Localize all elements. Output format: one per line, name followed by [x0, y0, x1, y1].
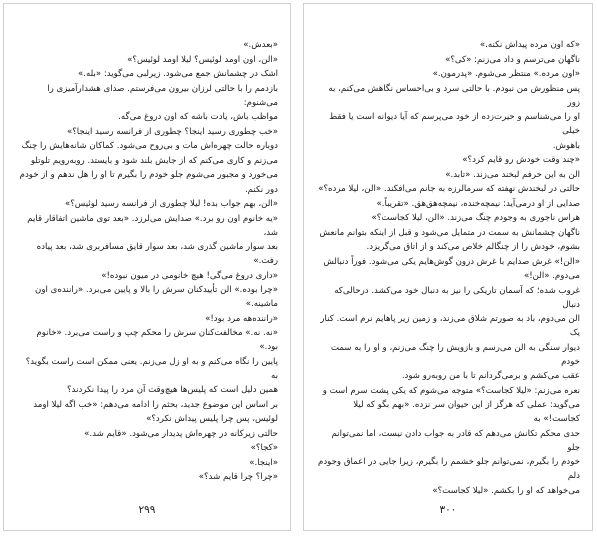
text-line: می‌زنم و کاری می‌کنم که از جایش بلند شود و بایستد. روبه‌رویم تلوتلو [30, 155, 278, 166]
text-line: نعره می‌زنم: «لیلا کجاست؟» متوجه می‌شوم که یکی پشت سرم است و [322, 385, 580, 396]
text-line: «اون مرده.» منتظر می‌شوم. «پدرمون.» [432, 69, 580, 79]
text-line: ناگهان چشمانش به سمت در متمایل می‌شود و قبل از اینکه بتوانم مانعش [319, 227, 580, 238]
text-line: هراس ناجوری به وجودم چنگ می‌زند. «الن، لیلا کجاست؟» [371, 213, 580, 223]
text-line: خودم را بگیرم، نمی‌توانم جلو خشمم را بگیرم، زیرا جایی در اعماق وجودم دلم [318, 457, 580, 481]
text-line: بازدمم را با حالتی لرزان بیرون می‌فرستم. صدای هشدارآمیزی را می‌شنوم: [47, 83, 278, 108]
text-line: بشوم، خودش را از چنگالم خلاص می‌کند و از اتاق می‌گریزد. [366, 242, 580, 252]
book-page-left [3, 3, 291, 531]
text-line: او را می‌شناسم و حیرت‌زده از خود می‌پرسم که آیا دیوانه است یا فقط خیلی [329, 112, 580, 136]
text-line: «کجا؟» [250, 443, 278, 453]
text-line: پایین را نگاه می‌کنم و به او زل می‌زنم. یعنی ممکن است راست بگوید؟ به [25, 356, 278, 381]
text-line: الن به این حرفم لبخند می‌زند. «تابد.» [445, 169, 580, 180]
text-line: باهوش. [552, 140, 580, 151]
text-line: همین دلیل است که پلیس‌ها هیچ‌وقت آن مرد را پیدا نکردند؟ [67, 385, 278, 395]
text-line: «که اون مرده پیداش نکنه.» [479, 40, 580, 50]
text-line: «الن!» غرش صدایم با غرش درون گوش‌هایم یکی می‌شود. فوراً دنبالش [323, 256, 580, 267]
text-line: دوباره حالت چهره‌اش مات و بی‌روح می‌شود. کماکان شانه‌هایش را چنگ [21, 141, 278, 151]
text-line: «اینجا.» [249, 457, 278, 468]
text-line: بعد سوار ماشین گذری شد، بعد سوار قایق مسافربری شد، بعد پیاده رفت.» [36, 242, 278, 266]
text-line: حالتی زیرکانه در چهره‌اش پدیدار می‌شود. «قایم شد.» [84, 428, 278, 439]
text-line: الن می‌دوم، باد به صورتم شلاق می‌زند، و زمین زیر پاهایم نرم است. کنار یک [320, 314, 580, 338]
text-line: می‌خواهد که او را بکشم. «لیلا کجاست؟» [432, 485, 580, 496]
text-line: «چرا؟ چرا قایم شد؟» [198, 472, 278, 482]
page-number: ۲۹۹ [138, 504, 156, 516]
text-line: صدایی از او درمی‌آید: نیمچه‌خنده، نیمچه‌هق‌هق. «تقریباً.» [376, 198, 580, 209]
text-line: غروب شده؛ که آسمان تاریکی را نیز به دنبال خود می‌کشد. درحالی‌که دنبال [334, 285, 580, 310]
page-text-left [18, 38, 278, 485]
text-line: دور نکنم. [244, 184, 278, 195]
text-line: «بعدش.» [243, 40, 278, 50]
text-line: «خب چطوری رسید اینجا؟ چطوری از فرانسه رسید اینجا؟» [66, 126, 278, 137]
text-line: اشک در چشمانش جمع می‌شود. زیرلبی می‌گوید: «بله.» [78, 69, 278, 79]
text-line: «راننده‌هه مرد بود!» [205, 313, 278, 324]
text-line: می‌گوید: عملی که هرگز از این حیوان سر نزده. «بهم بگو که لیلا کجاست!» به [353, 400, 580, 424]
text-line: مواظب باش، یادت باشه که اون دروغ می‌گه. [118, 112, 278, 122]
text-line: می‌دوم. «الن!» [523, 271, 580, 281]
text-line: «چرا بوده.» الن تأییدکنان سرش را بالا و پایین می‌برد. «راننده‌ی اون ماشینه.» [35, 285, 278, 309]
text-line: «یه خانوم اون رو برد.» صدایش می‌لرزد. «بعد توی ماشین اتفاقار قایم شد، [27, 213, 278, 238]
page-number: ۳۰۰ [439, 504, 457, 516]
text-line: «چند وقت خودش رو قایم کرد؟» [462, 155, 580, 165]
text-line: پس منظورش من نبودم. با حالتی سرد و بی‌احساس نگاهش می‌کنم، به زور [328, 83, 580, 108]
text-line: حدی محکم تکانش می‌دهم که قادر به جواب دادن نیست، اما نمی‌توانم جلو [331, 428, 580, 453]
text-line: «الن، اون اومد لوئیس؟ لیلا اومد لوئیس؟» [127, 54, 278, 65]
text-line: دیوار سنگی به الن می‌رسم و بازویش را چنگ می‌زنم، و او را به سمت خودم [330, 342, 580, 367]
text-line: «الن، بهم جواب بده! لیلا چطوری از فرانسه رسید لوئیس؟» [64, 199, 278, 209]
text-line: عقب می‌کشم و برمی‌گردانم تا با من روبه‌رو شود. [401, 371, 580, 381]
book-page-right [303, 3, 593, 531]
text-line: ناگهان می‌ترسم و داد می‌زنم: «کی؟» [445, 54, 580, 65]
text-line: لوئیس، پس چرا پلیس پیداش نکرد؟» [146, 414, 278, 424]
text-line: می‌خورد و مجبور می‌شوم جلو خودم را بگیرم تا او را هل ندهم و از خودم [19, 170, 278, 180]
text-line: «داری دروغ می‌گی! هیچ خانومی در میون نبوده!» [101, 270, 278, 281]
page-text-right [318, 38, 580, 498]
text-line: حالتی در لبخندش نهفته که سرمالرزه به جانم می‌افکند. «الن، لیلا مرده؟» [318, 184, 580, 194]
text-line: بر اساس این موضوع جدید، بحثم را ادامه می‌دهم: «خب اگه لیلا اومد [33, 399, 278, 410]
text-line: «نه. نه.» مخالفت‌کنان سرش را محکم چپ و راست می‌برد. «خانوم بود.» [36, 328, 278, 352]
